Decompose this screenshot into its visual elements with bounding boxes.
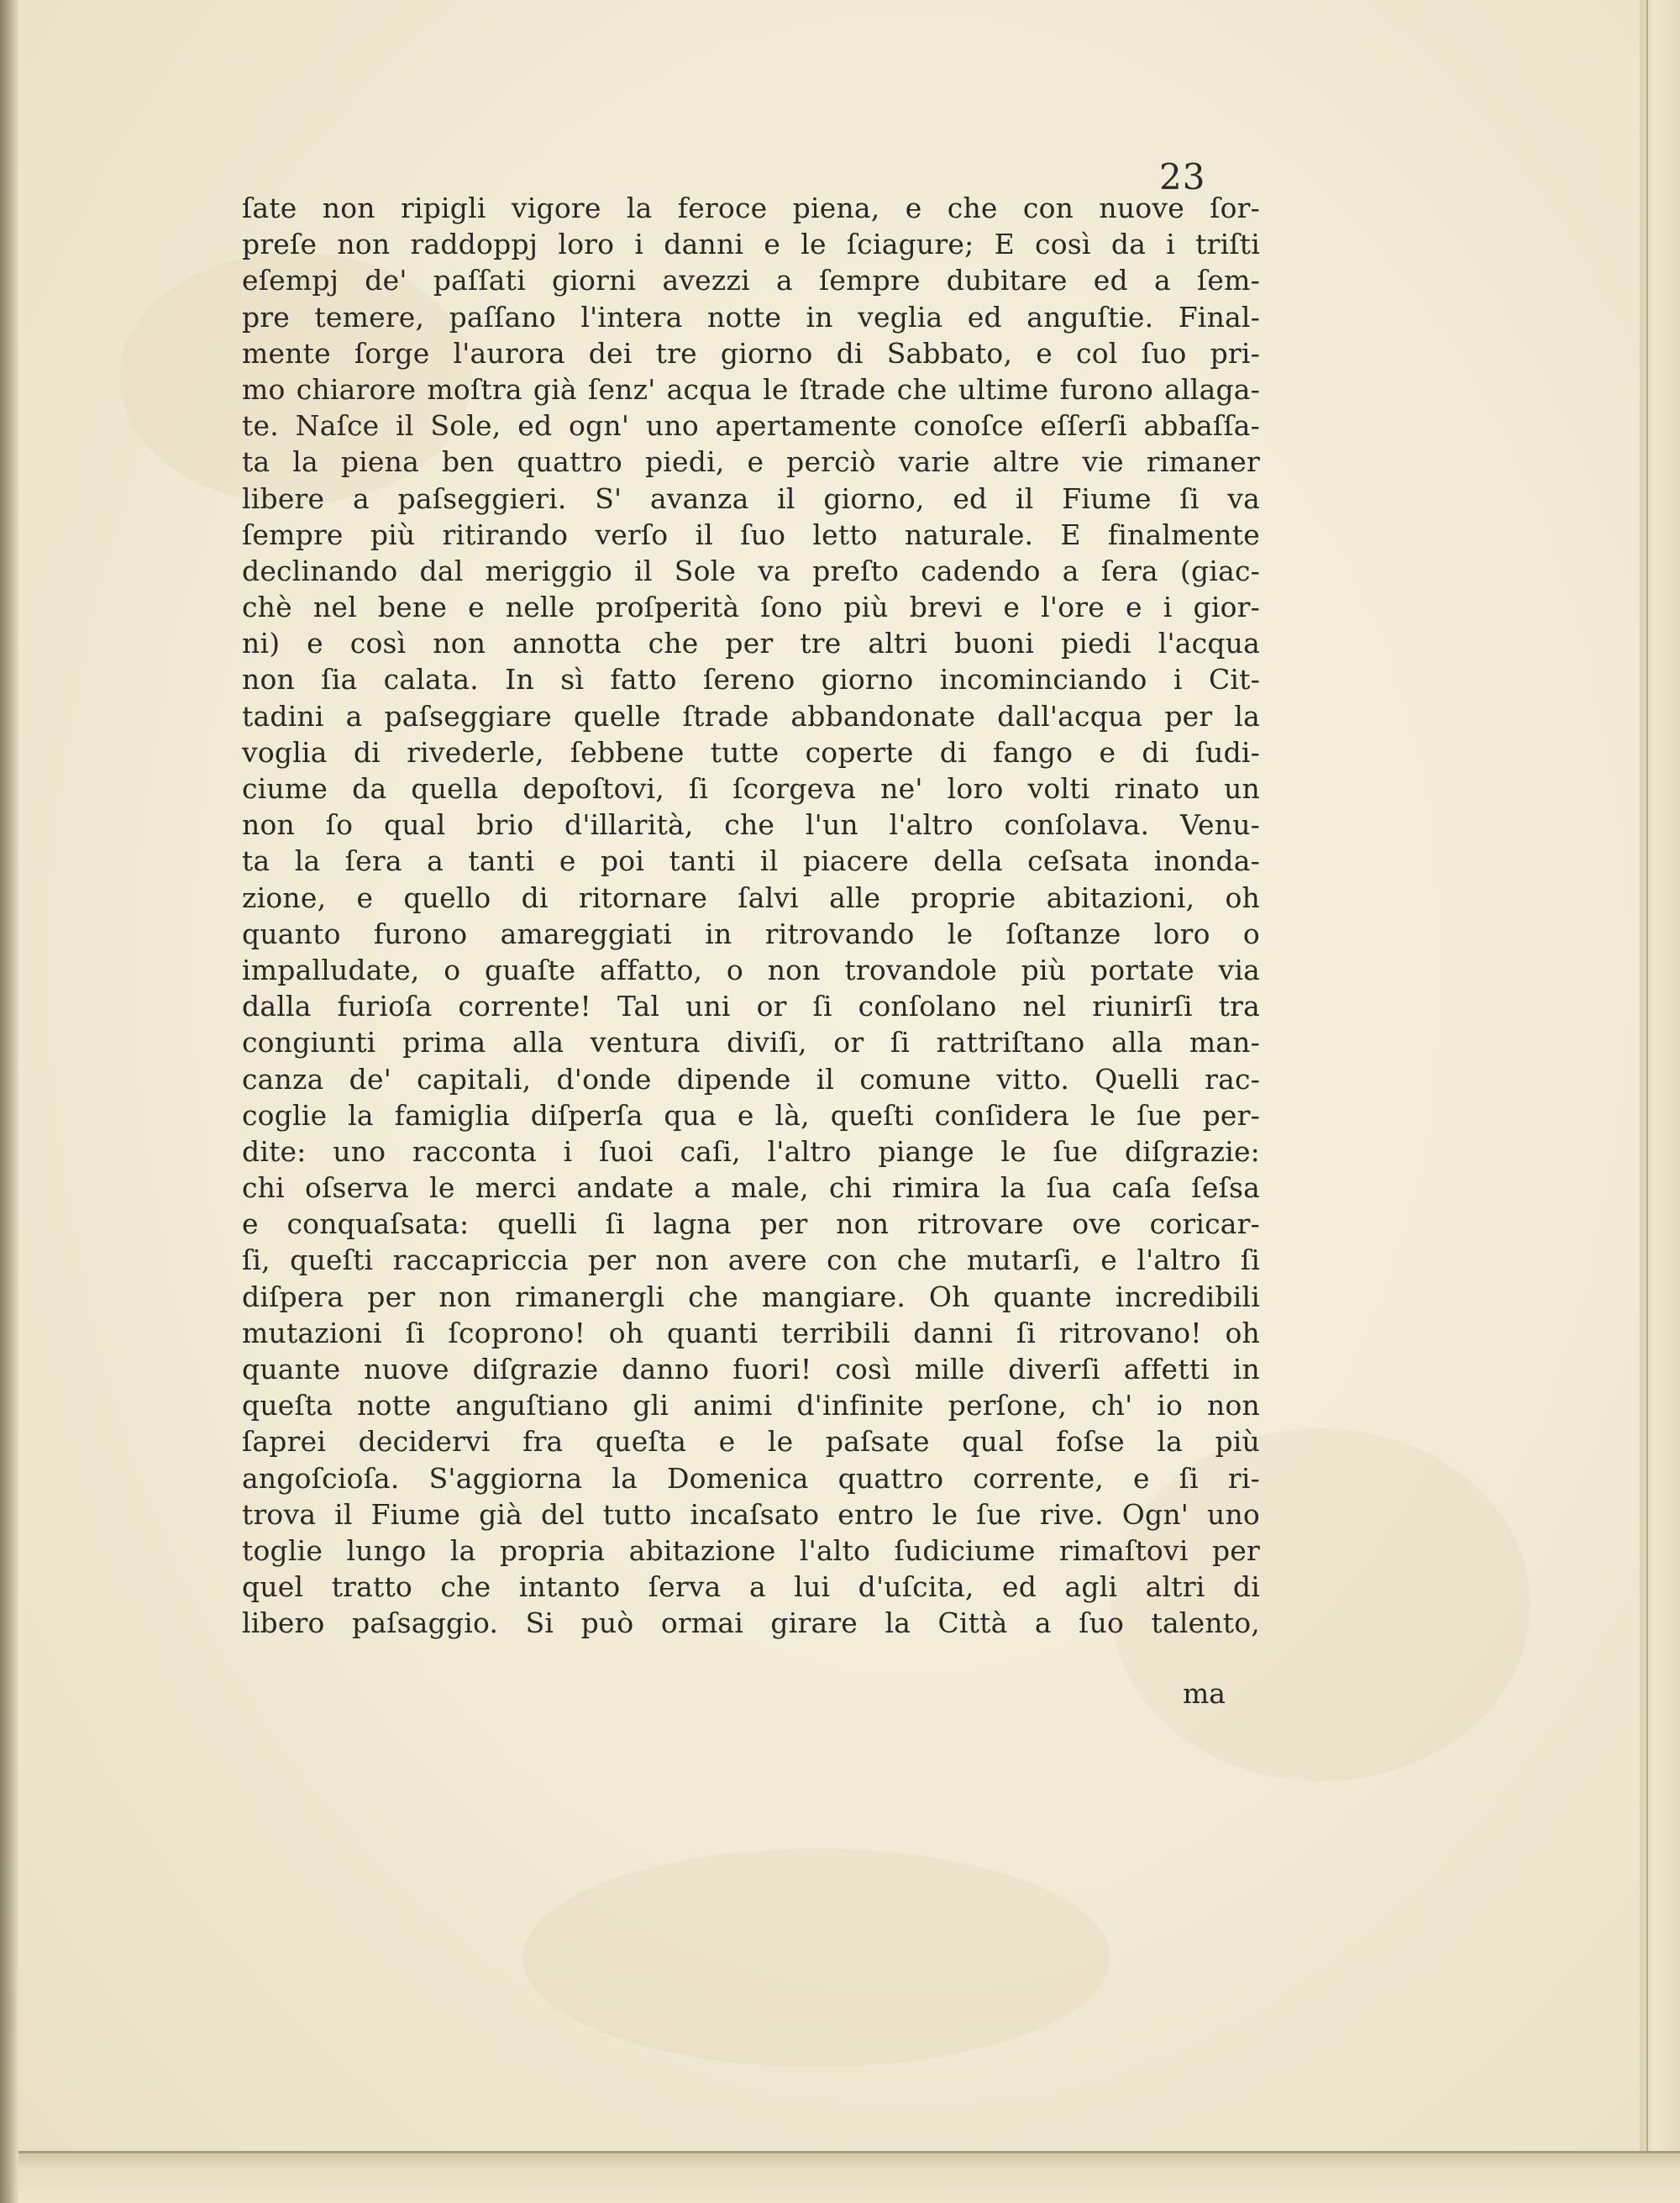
text-line: preſe non raddoppj loro i danni e le ſciagure; E così da i triſti [242, 228, 1260, 261]
text-line: zione, e quello di ritornare ſalvi alle proprie abitazioni, oh [242, 881, 1260, 914]
text-line: mutazioni ſi ſcoprono! oh quanti terribili danni ſi ritrovano! oh [242, 1316, 1260, 1349]
text-line: chè nel bene e nelle proſperità ſono più brevi e l'ore e i gior- [242, 591, 1260, 624]
text-line: coglie la famiglia diſperſa qua e là, queſti conſidera le ſue per- [242, 1098, 1260, 1132]
body-text [242, 190, 1260, 1642]
text-line: ſaprei decidervi fra queſta e le paſsate qual foſse la più [242, 1425, 1260, 1459]
text-line: te. Naſce il Sole, ed ogn' uno apertamente conoſce eſſerſi abbaſſa- [242, 409, 1260, 443]
text-line: chi oſserva le merci andate a male, chi rimira la ſua caſa ſeſsa [242, 1171, 1260, 1205]
text-line: ciume da quella depoſtovi, ſi ſcorgeva ne' loro volti rinato un [242, 772, 1260, 805]
text-line: dalla furioſa corrente! Tal uni or ſi conſolano nel riunirſi tra [242, 990, 1260, 1023]
paper-stain [522, 1848, 1110, 2067]
text-line: libero paſsaggio. Si può ormai girare la Città a ſuo talento, [242, 1606, 1260, 1640]
text-line: angoſcioſa. S'aggiorna la Domenica quattro corrente, e ſi ri- [242, 1461, 1260, 1495]
text-line: non ſia calata. In sì fatto ſereno giorno incominciando i Cit- [242, 663, 1260, 697]
text-line: mo chiarore moſtra già ſenz' acqua le ſtrade che ultime furono allaga- [242, 372, 1260, 406]
underlying-page-edge [1640, 0, 1680, 2203]
text-line: quanto furono amareggiati in ritrovando le ſoſtanze loro o [242, 917, 1260, 950]
text-line: impalludate, o guaſte affatto, o non trovandole più portate via [242, 953, 1260, 986]
text-line: dite: uno racconta i ſuoi caſi, l'altro piange le ſue diſgrazie: [242, 1134, 1260, 1168]
text-line: canza de' capitali, d'onde dipende il comune vitto. Quelli rac- [242, 1062, 1260, 1096]
text-line: toglie lungo la propria abitazione l'alto ſudiciume rimaſtovi per [242, 1533, 1260, 1567]
binding-edge [0, 0, 18, 2203]
text-line: voglia di rivederle, ſebbene tutte coperte di fango e di ſudi- [242, 735, 1260, 769]
text-line: quel tratto che intanto ſerva a lui d'uſcita, ed agli altri di [242, 1570, 1260, 1604]
text-line: declinando dal meriggio il Sole va preſto cadendo a ſera (giac- [242, 554, 1260, 587]
text-line: quante nuove diſgrazie danno fuori! così mille diverſi affetti in [242, 1353, 1260, 1385]
text-line: non ſo qual brio d'illarità, che l'un l'altro conſolava. Venu- [242, 808, 1260, 842]
text-line: trova il Fiume già del tutto incaſsato entro le ſue rive. Ogn' uno [242, 1497, 1260, 1531]
text-line: ni) e così non annotta che per tre altri buoni piedi l'acqua [242, 627, 1260, 660]
text-line: eſempj de' paſſati giorni avezzi a ſempre dubitare ed a ſem- [242, 264, 1260, 297]
text-line: e conquaſsata: quelli ſi lagna per non ritrovare ove coricar- [242, 1207, 1260, 1241]
text-line: diſpera per non rimanergli che mangiare. Oh quante incredibili [242, 1280, 1260, 1313]
text-line: mente ſorge l'aurora dei tre giorno di Sabbato, e col ſuo pri- [242, 336, 1260, 370]
text-line: ſate non ripigli vigore la feroce piena, e che con nuove ſor- [242, 192, 1260, 224]
page-number: 23 [1159, 156, 1206, 197]
text-line: ſi, queſti raccapriccia per non avere con che mutarſi, e l'altro ſi [242, 1243, 1260, 1277]
text-line: queſta notte anguſtiano gli animi d'infinite perſone, ch' io non [242, 1389, 1260, 1422]
text-line: ſempre più ritirando verſo il ſuo letto naturale. E finalmente [242, 518, 1260, 551]
text-line: tadini a paſseggiare quelle ſtrade abbandonate dall'acqua per la [242, 699, 1260, 733]
bottom-page-edge [18, 2151, 1680, 2203]
text-line: ta la piena ben quattro piedi, e perciò varie altre vie rimaner [242, 445, 1260, 479]
text-line: congiunti prima alla ventura diviſi, or ſi rattriſtano alla man- [242, 1026, 1260, 1059]
text-line: ta la ſera a tanti e poi tanti il piacere della ceſsata inonda- [242, 844, 1260, 878]
catchword: ma [1183, 1677, 1226, 1710]
text-line: libere a paſseggieri. S' avanza il giorno, ed il Fiume ſi va [242, 481, 1260, 515]
text-line: pre temere, paſſano l'intera notte in veglia ed anguſtie. Final- [242, 300, 1260, 334]
